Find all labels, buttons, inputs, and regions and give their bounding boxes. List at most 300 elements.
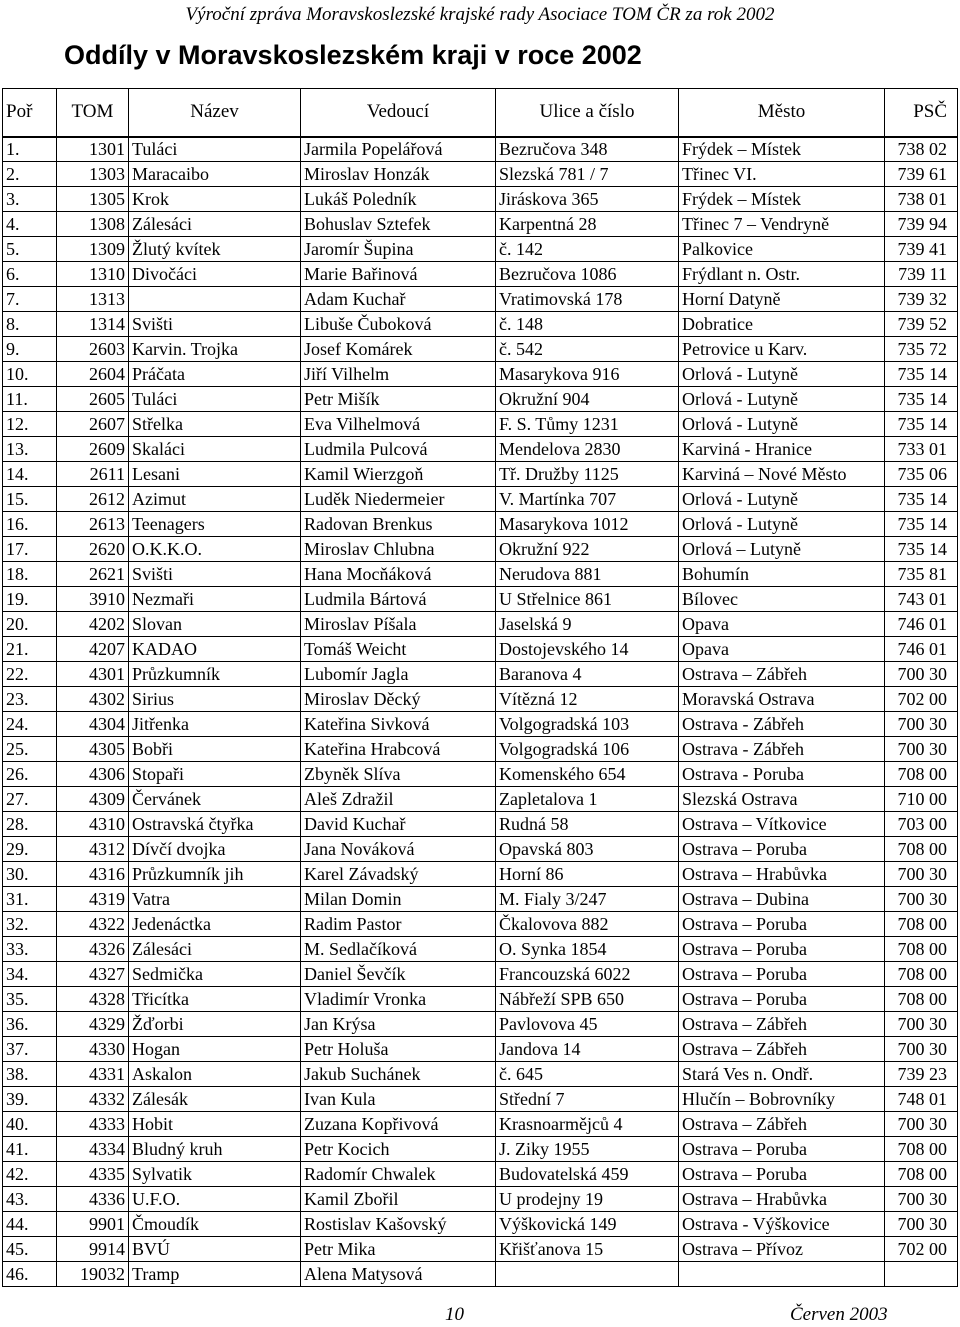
cell-poradi: 40. (3, 1112, 57, 1137)
cell-psc: 700 30 (885, 1112, 958, 1137)
cell-mesto: Ostrava – Hrabůvka (679, 1187, 885, 1212)
cell-ulice: č. 142 (496, 237, 679, 262)
cell-poradi: 2. (3, 162, 57, 187)
cell-ulice: U Střelnice 861 (496, 587, 679, 612)
cell-vedouci: Milan Domin (301, 887, 496, 912)
cell-poradi: 29. (3, 837, 57, 862)
cell-poradi: 1. (3, 137, 57, 162)
cell-vedouci: Radomír Chwalek (301, 1162, 496, 1187)
cell-mesto: Ostrava – Poruba (679, 1137, 885, 1162)
cell-ulice: J. Ziky 1955 (496, 1137, 679, 1162)
cell-tom: 2613 (57, 512, 129, 537)
table-row (3, 1187, 958, 1212)
cell-nazev: Karvin. Trojka (129, 337, 301, 362)
cell-nazev: Slovan (129, 612, 301, 637)
cell-tom: 4327 (57, 962, 129, 987)
table-row (3, 987, 958, 1012)
cell-tom: 4328 (57, 987, 129, 1012)
cell-psc: 739 32 (885, 287, 958, 312)
table-row (3, 337, 958, 362)
cell-mesto: Ostrava – Poruba (679, 912, 885, 937)
cell-ulice: č. 148 (496, 312, 679, 337)
cell-tom: 1313 (57, 287, 129, 312)
table-row (3, 362, 958, 387)
cell-nazev: Průzkumník jih (129, 862, 301, 887)
cell-nazev: BVÚ (129, 1237, 301, 1262)
cell-psc: 746 01 (885, 637, 958, 662)
cell-vedouci: M. Sedlačíková (301, 937, 496, 962)
table-row (3, 562, 958, 587)
cell-nazev: Krok (129, 187, 301, 212)
cell-ulice: Krasnoarmějců 4 (496, 1112, 679, 1137)
table-row (3, 212, 958, 237)
cell-mesto: Karviná – Nové Město (679, 462, 885, 487)
cell-psc: 708 00 (885, 987, 958, 1012)
cell-poradi: 13. (3, 437, 57, 462)
cell-mesto: Ostrava – Dubina (679, 887, 885, 912)
cell-poradi: 34. (3, 962, 57, 987)
cell-ulice: Volgogradská 106 (496, 737, 679, 762)
cell-psc: 739 41 (885, 237, 958, 262)
cell-psc (885, 1262, 958, 1287)
cell-psc: 743 01 (885, 587, 958, 612)
cell-nazev: KADAO (129, 637, 301, 662)
cell-tom: 4312 (57, 837, 129, 862)
cell-vedouci: Josef Komárek (301, 337, 496, 362)
cell-vedouci: Lukáš Poledník (301, 187, 496, 212)
cell-tom: 4309 (57, 787, 129, 812)
table-row (3, 1237, 958, 1262)
cell-ulice: Nábřeží SPB 650 (496, 987, 679, 1012)
cell-mesto: Orlová - Lutyně (679, 487, 885, 512)
cell-tom: 4322 (57, 912, 129, 937)
cell-mesto: Frýdek – Místek (679, 187, 885, 212)
cell-vedouci: Hana Mocňáková (301, 562, 496, 587)
table-row (3, 412, 958, 437)
cell-psc: 708 00 (885, 837, 958, 862)
cell-vedouci: Ludmila Bártová (301, 587, 496, 612)
table-row (3, 812, 958, 837)
cell-psc: 739 61 (885, 162, 958, 187)
cell-nazev: Maracaibo (129, 162, 301, 187)
cell-poradi: 7. (3, 287, 57, 312)
table-row (3, 1012, 958, 1037)
cell-ulice: Jiráskova 365 (496, 187, 679, 212)
cell-tom: 4332 (57, 1087, 129, 1112)
cell-vedouci: Jakub Suchánek (301, 1062, 496, 1087)
column-header-vedouci: Vedoucí (301, 89, 496, 137)
cell-ulice (496, 1262, 679, 1287)
cell-vedouci: Bohuslav Sztefek (301, 212, 496, 237)
table-row (3, 1112, 958, 1137)
table-row (3, 1262, 958, 1287)
cell-tom: 2612 (57, 487, 129, 512)
cell-tom: 19032 (57, 1262, 129, 1287)
cell-nazev: Tuláci (129, 387, 301, 412)
cell-psc: 708 00 (885, 762, 958, 787)
cell-vedouci: Zbyněk Slíva (301, 762, 496, 787)
cell-vedouci: Miroslav Chlubna (301, 537, 496, 562)
table-row (3, 662, 958, 687)
cell-mesto: Ostrava – Zábřeh (679, 1037, 885, 1062)
cell-vedouci: Jarmila Popelářová (301, 137, 496, 162)
cell-ulice: Jaselská 9 (496, 612, 679, 637)
cell-ulice: č. 542 (496, 337, 679, 362)
table-row (3, 787, 958, 812)
cell-psc: 735 06 (885, 462, 958, 487)
cell-ulice: Křišťanova 15 (496, 1237, 679, 1262)
cell-mesto: Orlová - Lutyně (679, 512, 885, 537)
page-title: Oddíly v Moravskoslezském kraji v roce 2002 (64, 40, 642, 70)
cell-ulice: O. Synka 1854 (496, 937, 679, 962)
running-header: Výroční zpráva Moravskoslezské krajské rady Asociace TOM ČR za rok 2002 (185, 4, 775, 25)
cell-tom: 1301 (57, 137, 129, 162)
cell-tom: 4333 (57, 1112, 129, 1137)
cell-nazev: Práčata (129, 362, 301, 387)
cell-ulice: Okružní 922 (496, 537, 679, 562)
cell-vedouci: Luděk Niedermeier (301, 487, 496, 512)
cell-nazev: Svišti (129, 312, 301, 337)
cell-mesto: Ostrava – Zábřeh (679, 1112, 885, 1137)
cell-poradi: 23. (3, 687, 57, 712)
table-row (3, 137, 958, 162)
cell-vedouci: Jiří Vilhelm (301, 362, 496, 387)
cell-tom: 4316 (57, 862, 129, 887)
cell-psc: 702 00 (885, 1237, 958, 1262)
cell-poradi: 12. (3, 412, 57, 437)
cell-vedouci: Zuzana Kopřivová (301, 1112, 496, 1137)
table-header-row (3, 89, 958, 137)
cell-vedouci: Jana Nováková (301, 837, 496, 862)
cell-mesto: Horní Datyně (679, 287, 885, 312)
column-header-poradi: Poř (3, 89, 57, 137)
cell-poradi: 26. (3, 762, 57, 787)
cell-nazev: Zálesáci (129, 212, 301, 237)
cell-nazev: Střelka (129, 412, 301, 437)
cell-ulice: M. Fialy 3/247 (496, 887, 679, 912)
cell-nazev: O.K.K.O. (129, 537, 301, 562)
cell-mesto: Ostrava – Zábřeh (679, 662, 885, 687)
cell-poradi: 27. (3, 787, 57, 812)
cell-psc: 735 14 (885, 487, 958, 512)
cell-tom: 4202 (57, 612, 129, 637)
cell-tom: 4319 (57, 887, 129, 912)
cell-poradi: 43. (3, 1187, 57, 1212)
table-row (3, 862, 958, 887)
cell-vedouci: Tomáš Weicht (301, 637, 496, 662)
cell-tom: 1308 (57, 212, 129, 237)
cell-nazev: Azimut (129, 487, 301, 512)
cell-vedouci: Vladimír Vronka (301, 987, 496, 1012)
cell-ulice: Bezručova 348 (496, 137, 679, 162)
cell-psc: 739 23 (885, 1062, 958, 1087)
cell-psc: 708 00 (885, 1162, 958, 1187)
cell-nazev: Sedmička (129, 962, 301, 987)
cell-nazev: Hogan (129, 1037, 301, 1062)
table-row (3, 237, 958, 262)
cell-poradi: 37. (3, 1037, 57, 1062)
cell-nazev: Třicítka (129, 987, 301, 1012)
table-row (3, 287, 958, 312)
cell-mesto: Orlová - Lutyně (679, 387, 885, 412)
cell-tom: 4304 (57, 712, 129, 737)
cell-poradi: 3. (3, 187, 57, 212)
column-header-tom: TOM (57, 89, 129, 137)
cell-tom: 2607 (57, 412, 129, 437)
cell-poradi: 8. (3, 312, 57, 337)
cell-nazev: Dívčí dvojka (129, 837, 301, 862)
cell-ulice: Vítězná 12 (496, 687, 679, 712)
cell-psc: 748 01 (885, 1087, 958, 1112)
cell-ulice: Francouzská 6022 (496, 962, 679, 987)
cell-poradi: 10. (3, 362, 57, 387)
cell-poradi: 46. (3, 1262, 57, 1287)
cell-ulice: Pavlovova 45 (496, 1012, 679, 1037)
cell-mesto: Palkovice (679, 237, 885, 262)
cell-poradi: 36. (3, 1012, 57, 1037)
cell-mesto: Ostrava - Výškovice (679, 1212, 885, 1237)
cell-mesto: Ostrava - Zábřeh (679, 737, 885, 762)
cell-poradi: 9. (3, 337, 57, 362)
cell-poradi: 42. (3, 1162, 57, 1187)
cell-poradi: 38. (3, 1062, 57, 1087)
cell-ulice: č. 645 (496, 1062, 679, 1087)
cell-poradi: 16. (3, 512, 57, 537)
cell-psc: 735 14 (885, 412, 958, 437)
cell-vedouci: Ludmila Pulcová (301, 437, 496, 462)
cell-mesto: Slezská Ostrava (679, 787, 885, 812)
cell-poradi: 24. (3, 712, 57, 737)
cell-tom: 4336 (57, 1187, 129, 1212)
cell-vedouci: Karel Závadský (301, 862, 496, 887)
cell-ulice: Opavská 803 (496, 837, 679, 862)
table-row (3, 887, 958, 912)
column-header-psc: PSČ (885, 89, 958, 137)
cell-poradi: 28. (3, 812, 57, 837)
cell-mesto: Ostrava – Přívoz (679, 1237, 885, 1262)
cell-poradi: 21. (3, 637, 57, 662)
cell-tom: 2609 (57, 437, 129, 462)
cell-poradi: 31. (3, 887, 57, 912)
cell-poradi: 5. (3, 237, 57, 262)
cell-psc: 708 00 (885, 937, 958, 962)
cell-mesto: Třinec VI. (679, 162, 885, 187)
cell-mesto: Dobratice (679, 312, 885, 337)
cell-ulice: Dostojevského 14 (496, 637, 679, 662)
table-row (3, 1062, 958, 1087)
cell-mesto: Ostrava - Poruba (679, 762, 885, 787)
cell-poradi: 25. (3, 737, 57, 762)
cell-mesto: Ostrava – Poruba (679, 962, 885, 987)
cell-nazev: Stopaři (129, 762, 301, 787)
cell-mesto: Frýdlant n. Ostr. (679, 262, 885, 287)
cell-tom: 1310 (57, 262, 129, 287)
cell-vedouci: Radovan Brenkus (301, 512, 496, 537)
cell-vedouci: Lubomír Jagla (301, 662, 496, 687)
cell-psc: 708 00 (885, 962, 958, 987)
table-row (3, 962, 958, 987)
table-row (3, 512, 958, 537)
cell-poradi: 32. (3, 912, 57, 937)
cell-psc: 738 02 (885, 137, 958, 162)
cell-mesto: Ostrava – Poruba (679, 837, 885, 862)
cell-psc: 700 30 (885, 1212, 958, 1237)
cell-psc: 735 14 (885, 512, 958, 537)
cell-mesto: Orlová – Lutyně (679, 537, 885, 562)
cell-mesto: Ostrava – Hrabůvka (679, 862, 885, 887)
cell-vedouci: Jaromír Šupina (301, 237, 496, 262)
table-row (3, 312, 958, 337)
cell-mesto: Ostrava – Vítkovice (679, 812, 885, 837)
cell-nazev: Ostravská čtyřka (129, 812, 301, 837)
cell-vedouci: Daniel Ševčík (301, 962, 496, 987)
cell-vedouci: Radim Pastor (301, 912, 496, 937)
cell-nazev: Divočáci (129, 262, 301, 287)
cell-vedouci: Alena Matysová (301, 1262, 496, 1287)
table-row (3, 262, 958, 287)
cell-nazev: Lesani (129, 462, 301, 487)
cell-vedouci: Kateřina Sivková (301, 712, 496, 737)
cell-vedouci: Miroslav Píšala (301, 612, 496, 637)
cell-mesto: Ostrava – Poruba (679, 937, 885, 962)
cell-tom: 2603 (57, 337, 129, 362)
cell-mesto: Stará Ves n. Ondř. (679, 1062, 885, 1087)
cell-psc: 700 30 (885, 737, 958, 762)
cell-vedouci: Ivan Kula (301, 1087, 496, 1112)
cell-tom: 2611 (57, 462, 129, 487)
cell-nazev: Teenagers (129, 512, 301, 537)
cell-vedouci: Rostislav Kašovský (301, 1212, 496, 1237)
cell-nazev: Nezmaři (129, 587, 301, 612)
cell-poradi: 17. (3, 537, 57, 562)
cell-nazev: Zálesák (129, 1087, 301, 1112)
table-row (3, 462, 958, 487)
cell-tom: 2605 (57, 387, 129, 412)
cell-mesto (679, 1262, 885, 1287)
cell-nazev: Průzkumník (129, 662, 301, 687)
cell-mesto: Orlová - Lutyně (679, 412, 885, 437)
cell-mesto: Ostrava – Zábřeh (679, 1012, 885, 1037)
cell-mesto: Orlová - Lutyně (679, 362, 885, 387)
cell-nazev: Hobit (129, 1112, 301, 1137)
cell-mesto: Třinec 7 – Vendryně (679, 212, 885, 237)
cell-ulice: Zapletalova 1 (496, 787, 679, 812)
cell-tom: 4330 (57, 1037, 129, 1062)
cell-vedouci: Marie Bařinová (301, 262, 496, 287)
cell-psc: 738 01 (885, 187, 958, 212)
cell-nazev: Tuláci (129, 137, 301, 162)
cell-mesto: Opava (679, 612, 885, 637)
cell-psc: 710 00 (885, 787, 958, 812)
table-row (3, 162, 958, 187)
cell-tom: 9901 (57, 1212, 129, 1237)
column-header-nazev: Název (129, 89, 301, 137)
cell-ulice: Vratimovská 178 (496, 287, 679, 312)
cell-psc: 708 00 (885, 912, 958, 937)
cell-poradi: 18. (3, 562, 57, 587)
cell-vedouci: Kamil Wierzgoň (301, 462, 496, 487)
cell-poradi: 41. (3, 1137, 57, 1162)
cell-psc: 735 14 (885, 537, 958, 562)
cell-tom: 4310 (57, 812, 129, 837)
cell-tom: 1305 (57, 187, 129, 212)
cell-poradi: 14. (3, 462, 57, 487)
cell-tom: 4305 (57, 737, 129, 762)
cell-nazev: Jitřenka (129, 712, 301, 737)
cell-poradi: 35. (3, 987, 57, 1012)
cell-vedouci: Eva Vilhelmová (301, 412, 496, 437)
cell-ulice: Rudná 58 (496, 812, 679, 837)
cell-ulice: Komenského 654 (496, 762, 679, 787)
column-header-mesto: Město (679, 89, 885, 137)
cell-poradi: 30. (3, 862, 57, 887)
cell-ulice: F. S. Tůmy 1231 (496, 412, 679, 437)
cell-nazev: Bludný kruh (129, 1137, 301, 1162)
cell-tom: 4207 (57, 637, 129, 662)
cell-vedouci: Adam Kuchař (301, 287, 496, 312)
cell-psc: 746 01 (885, 612, 958, 637)
cell-ulice: Nerudova 881 (496, 562, 679, 587)
cell-nazev: Askalon (129, 1062, 301, 1087)
cell-psc: 700 30 (885, 1187, 958, 1212)
cell-ulice: Masarykova 916 (496, 362, 679, 387)
cell-vedouci: Miroslav Děcký (301, 687, 496, 712)
cell-psc: 702 00 (885, 687, 958, 712)
cell-mesto: Moravská Ostrava (679, 687, 885, 712)
cell-ulice: V. Martínka 707 (496, 487, 679, 512)
cell-ulice: Baranova 4 (496, 662, 679, 687)
table-row (3, 912, 958, 937)
cell-ulice: Mendelova 2830 (496, 437, 679, 462)
clubs-table (2, 88, 958, 1287)
cell-tom: 3910 (57, 587, 129, 612)
cell-ulice: U prodejny 19 (496, 1187, 679, 1212)
table-row (3, 687, 958, 712)
cell-vedouci: Miroslav Honzák (301, 162, 496, 187)
cell-vedouci: Libuše Čuboková (301, 312, 496, 337)
cell-poradi: 4. (3, 212, 57, 237)
cell-vedouci: Aleš Zdražil (301, 787, 496, 812)
cell-tom: 1309 (57, 237, 129, 262)
table-row (3, 612, 958, 637)
cell-tom: 2604 (57, 362, 129, 387)
cell-tom: 4306 (57, 762, 129, 787)
cell-mesto: Ostrava – Poruba (679, 1162, 885, 1187)
table-body (3, 137, 958, 1287)
cell-vedouci: Petr Mišík (301, 387, 496, 412)
cell-mesto: Opava (679, 637, 885, 662)
cell-mesto: Bohumín (679, 562, 885, 587)
cell-mesto: Hlučín – Bobrovníky (679, 1087, 885, 1112)
table-row (3, 937, 958, 962)
table-row (3, 537, 958, 562)
table-row (3, 1087, 958, 1112)
table-row (3, 487, 958, 512)
cell-mesto: Karviná - Hranice (679, 437, 885, 462)
cell-poradi: 15. (3, 487, 57, 512)
cell-psc: 735 14 (885, 387, 958, 412)
cell-nazev: U.F.O. (129, 1187, 301, 1212)
cell-mesto: Bílovec (679, 587, 885, 612)
cell-nazev: Sylvatik (129, 1162, 301, 1187)
cell-psc: 735 81 (885, 562, 958, 587)
table-row (3, 387, 958, 412)
cell-tom: 2621 (57, 562, 129, 587)
table-row (3, 1212, 958, 1237)
cell-nazev: Bobři (129, 737, 301, 762)
cell-nazev: Zálesáci (129, 937, 301, 962)
cell-poradi: 6. (3, 262, 57, 287)
